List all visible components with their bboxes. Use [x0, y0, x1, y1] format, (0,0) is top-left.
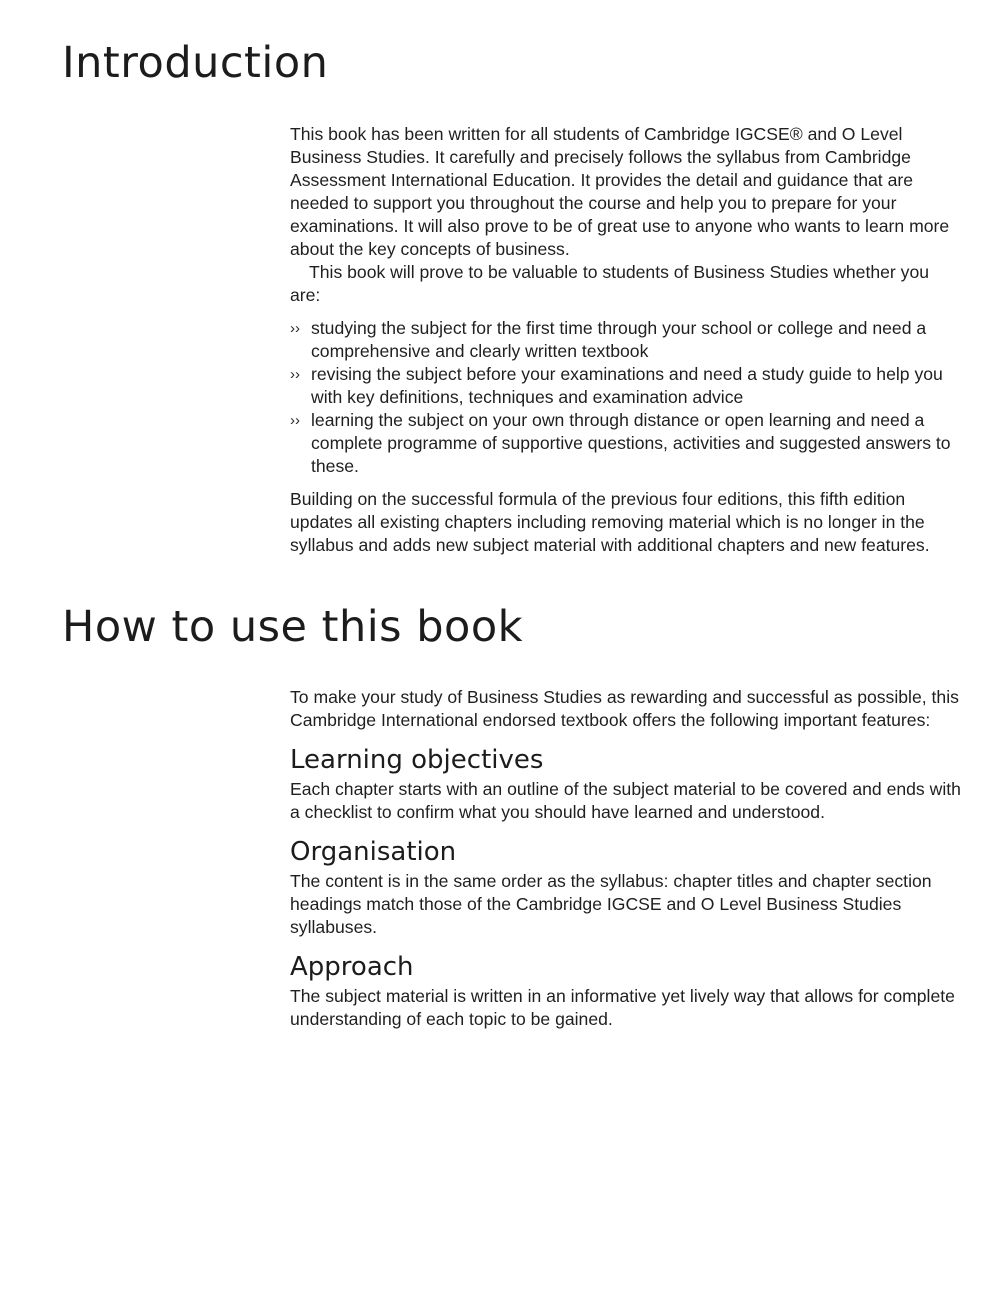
how-to-use-body: [290, 686, 962, 1031]
introduction-body: [290, 123, 962, 557]
introduction-heading: Introduction: [62, 38, 329, 88]
section-body-learning-objectives: Each chapter starts with an outline of the subject material to be covered and ends with a checklist to confirm what you should have learned and understood.: [290, 779, 961, 822]
bullet-text: learning the subject on your own through distance or open learning and need a complete programme of supportive questions, activities and suggested answers to these.: [311, 410, 951, 476]
list-item: [290, 409, 962, 478]
section-body-approach: The subject material is written in an informative yet lively way that allows for complete understanding of each topic to be gained.: [290, 986, 955, 1029]
how-to-use-heading: How to use this book: [62, 602, 524, 652]
bullet-text: studying the subject for the first time through your school or college and need a comprehensive and clearly written textbook: [311, 318, 927, 361]
introduction-paragraph-3: Building on the successful formula of the previous four editions, this fifth edition updates all existing chapters including removing material which is no longer in the syllabus and adds new subject material with additional chapters and new features.: [290, 489, 930, 555]
double-chevron-icon: ››: [290, 320, 300, 337]
introduction-paragraph-2: This book will prove to be valuable to students of Business Studies whether you are:: [290, 262, 930, 305]
double-chevron-icon: ››: [290, 366, 300, 383]
how-to-use-intro: To make your study of Business Studies as rewarding and successful as possible, this Cambridge International endorsed textbook offers the following important features:: [290, 687, 959, 730]
section-title-organisation: Organisation: [290, 837, 457, 867]
list-item: [290, 317, 962, 363]
bullet-text: revising the subject before your examinations and need a study guide to help you with key definitions, techniques and examination advice: [311, 364, 943, 407]
section-title-learning-objectives: Learning objectives: [290, 745, 544, 775]
section-body-organisation: The content is in the same order as the syllabus: chapter titles and chapter section headings match those of the Cambridge IGCSE and O Level Business Studies syllabuses.: [290, 871, 932, 937]
introduction-paragraph-1: This book has been written for all students of Cambridge IGCSE® and O Level Business Studies. It carefully and precisely follows the syllabus from Cambridge Assessment International Education. It provides the detail and guidance that are needed to support you throughout the course and help you to prepare for your examinations. It will also prove to be of great use to anyone who wants to learn more about the key concepts of business.: [290, 124, 950, 259]
section-title-approach: Approach: [290, 952, 414, 982]
double-chevron-icon: ››: [290, 412, 300, 429]
audience-bullet-list: [290, 317, 962, 478]
list-item: [290, 363, 962, 409]
